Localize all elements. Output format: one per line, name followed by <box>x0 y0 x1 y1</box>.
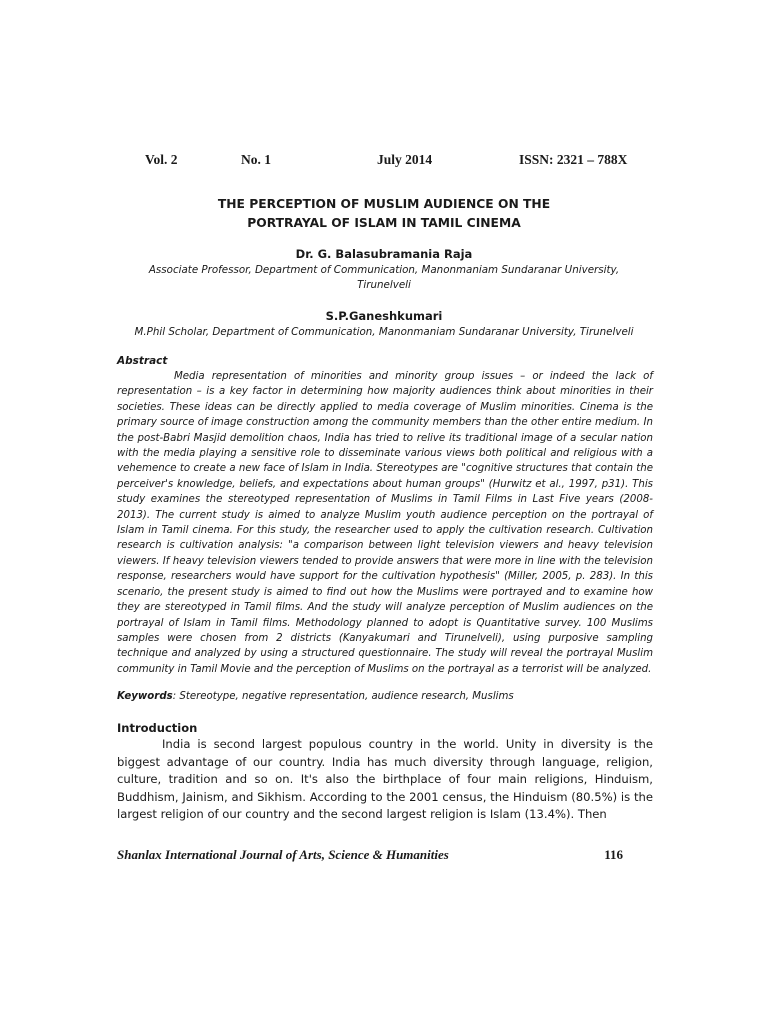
keywords-text: : Stereotype, negative representation, audience research, Muslims <box>172 691 514 702</box>
title-line-2: PORTRAYAL OF ISLAM IN TAMIL CINEMA <box>247 216 521 230</box>
issue-number-label: No. 1 <box>241 152 271 167</box>
page-number: 116 <box>604 847 623 862</box>
journal-name: Shanlax International Journal of Arts, Science & Humanities <box>117 847 449 862</box>
keywords-label: Keywords <box>117 691 173 702</box>
volume-label: Vol. 2 <box>145 152 178 167</box>
issue-metadata-row <box>0 152 768 170</box>
author-name-2: S.P.Ganeshkumari <box>325 309 443 323</box>
issn-label: ISSN: 2321 – 788X <box>519 152 628 167</box>
title-line-1: THE PERCEPTION OF MUSLIM AUDIENCE ON THE <box>217 197 551 211</box>
keywords-line <box>117 689 653 704</box>
affiliation-1-line-1: Associate Professor, Department of Communication, Manonmaniam Sundaranar University, <box>148 264 620 276</box>
abstract-text: Media representation of minorities and minority group issues – or indeed the lack of representation – is a key factor in determining how majority audiences think about minorities in their societies. These ideas can be directly applied to media coverage of Muslim minorities. Cinema is the primary source of image construction among the community members than the other entire medium. In the post-Babri Masjid demolition chaos, India has tried to relive its traditional image of a secular nation with the media playing a sensitive role to disseminate various views both political and religious with a vehemence to create a new face of Islam in India. Stereotypes are "cognitive structures that contain the perceiver's knowledge, beliefs, and expectations about human groups" (Hurwitz et al., 1997, p31). This study examines the stereotyped representation of Muslims in Tamil Films in Last Five years (2008-2013). The current study is aimed to analyze Muslim youth audience perception on the portrayal of Islam in Tamil cinema. For this study, the researcher used to apply the cultivation research. Cultivation research is cultivation analysis: "a comparison between light television viewers and heavy television viewers. If heavy television viewers tended to provide answers that were more in line with the television response, researchers would have support for the cultivation hypothesis" (Miller, 2005, p. 283). In this scenario, the present study is aimed to find out how the Muslims were portrayed and to examine how they are stereotyped in Tamil films. And the study will analyze perception of Muslim audiences on the portrayal of Islam in Tamil films. Methodology planned to adopt is Quantitative survey. 100 Muslims samples were chosen from 2 districts (Kanyakumari and Tirunelveli), using purposive sampling technique and analyzed by using a structured questionnaire. The study will reveal the portrayal Muslim community in Tamil Movie and the perception of Muslims on the portrayal as a terrorist will be analyzed. <box>117 371 653 675</box>
article-title <box>100 195 668 233</box>
author-name-1: Dr. G. Balasubramania Raja <box>295 247 473 261</box>
author-affiliation-2 <box>118 325 650 340</box>
page-footer <box>117 847 653 865</box>
affiliation-1-line-2: Tirunelveli <box>357 279 411 291</box>
affiliation-2-line-1: M.Phil Scholar, Department of Communication, Manonmaniam Sundaranar University, Tirunelveli <box>134 326 634 338</box>
introduction-heading: Introduction <box>117 721 198 735</box>
author-affiliation-1 <box>118 263 650 293</box>
issue-date-label: July 2014 <box>377 152 433 167</box>
abstract-heading: Abstract <box>117 355 168 367</box>
introduction-text: India is second largest populous country in the world. Unity in diversity is the biggest advantage of our country. India has much diversity through language, religion, culture, tradition and so on. It's also the birthplace of four main religions, Hinduism, Buddhism, Jainism, and Sikhism. According to the 2001 census, the Hinduism (80.5%) is the largest religion of our country and the second largest religion is Islam (13.4%). Then <box>117 737 653 822</box>
